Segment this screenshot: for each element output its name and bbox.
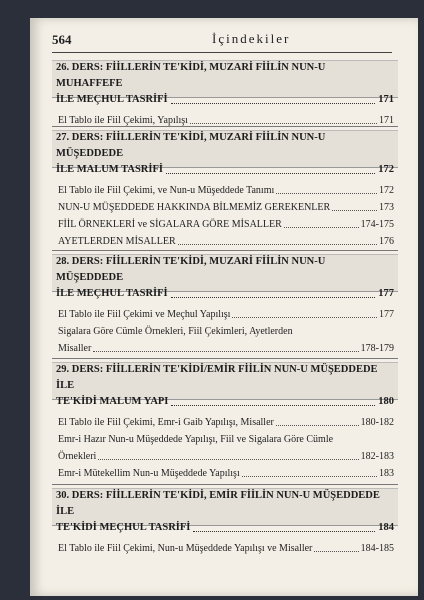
section-title[interactable] xyxy=(56,130,394,178)
section-title[interactable] xyxy=(56,254,394,302)
entry-text: Örnekleri xyxy=(58,451,97,462)
section-page: 172 xyxy=(378,164,394,175)
entry-text: Sigalara Göre Cümle Örnekleri, Fiil Çekimleri, Ayetlerden xyxy=(58,326,293,337)
entry-text: Emr-i Hazır Nun-u Müşeddede Yapılışı, Fiil ve Sigalara Göre Cümle xyxy=(58,434,334,445)
leader-dots xyxy=(314,551,358,552)
entry-page: 173 xyxy=(379,202,394,213)
section-title-line2: İLE MEÇHUL TASRİFİ xyxy=(56,94,168,105)
entry-text: El Tablo ile Fiil Çekimi ve Meçhul Yapılışı xyxy=(58,309,231,320)
toc-section-26 xyxy=(52,60,398,129)
toc-entry-continued[interactable] xyxy=(58,340,394,357)
leader-dots xyxy=(190,123,377,124)
page-number: 564 xyxy=(52,32,72,47)
toc-entry[interactable] xyxy=(58,540,394,557)
toc-entry-continued[interactable] xyxy=(58,448,394,465)
section-title-line1: 28. DERS: FİİLLERİN TE'KİDİ, MUZARİ FİİLİN NUN-U MÜŞEDDEDE xyxy=(56,256,326,283)
section-page: 171 xyxy=(378,94,394,105)
entry-text: Misaller xyxy=(58,343,92,354)
section-title-line2: TE'KİDİ MEÇHUL TASRİFİ xyxy=(56,522,191,533)
entry-page: 176 xyxy=(379,236,394,247)
section-title[interactable] xyxy=(56,362,394,410)
section-title-line1: 26. DERS: FİİLLERİN TE'KİDİ, MUZARİ FİİLİN NUN-U MUHAFFEFE xyxy=(56,62,326,89)
section-page: 177 xyxy=(378,288,394,299)
section-title-line2: İLE MEÇHUL TASRİFİ xyxy=(56,288,168,299)
leader-dots xyxy=(93,351,358,352)
entry-text: FİİL ÖRNEKLERİ ve SİGALARA GÖRE MİSALLER xyxy=(58,219,282,230)
toc-section-27 xyxy=(52,130,398,250)
section-title-line2: TE'KİDİ MALUM YAPI xyxy=(56,396,169,407)
toc-entry[interactable] xyxy=(58,216,394,233)
entry-page: 171 xyxy=(379,115,394,126)
leader-dots xyxy=(171,405,375,406)
entry-page: 178-179 xyxy=(360,343,394,354)
entry-page: 172 xyxy=(379,185,394,196)
page-header xyxy=(52,28,392,53)
entry-page: 184-185 xyxy=(360,543,394,554)
toc-entry[interactable] xyxy=(58,199,394,216)
book-page xyxy=(30,18,418,596)
toc-section-29 xyxy=(52,362,398,482)
section-divider xyxy=(52,484,398,485)
section-title-line2: İLE MALUM TASRİFİ xyxy=(56,164,163,175)
leader-dots xyxy=(276,193,377,194)
toc-section-30 xyxy=(52,488,398,557)
leader-dots xyxy=(242,476,377,477)
toc-entry[interactable] xyxy=(58,182,394,199)
section-title-line1: 29. DERS: FİİLLERİN TE'KİDİ/EMİR FİİLİN NUN-U MÜŞEDDEDE İLE xyxy=(56,364,378,391)
entry-text: Emr-i Mütekellim Nun-u Müşeddede Yapılışı xyxy=(58,468,240,479)
entry-text: El Tablo ile Fiil Çekimi, Nun-u Müşeddede Yapılışı ve Misaller xyxy=(58,543,313,554)
section-divider xyxy=(52,250,398,251)
section-page: 184 xyxy=(378,522,394,533)
toc-entry[interactable] xyxy=(58,465,394,482)
entry-page: 183 xyxy=(379,468,394,479)
toc-entry[interactable] xyxy=(58,323,394,340)
toc-entry[interactable] xyxy=(58,306,394,323)
entry-page: 182-183 xyxy=(360,451,394,462)
entry-page: 180-182 xyxy=(360,417,394,428)
running-title: İçindekiler xyxy=(212,31,291,46)
toc-entry[interactable] xyxy=(58,414,394,431)
section-title-line1: 30. DERS: FİİLLERİN TE'KİDİ, EMİR FİİLİN NUN-U MÜŞEDDEDE İLE xyxy=(56,490,380,517)
leader-dots xyxy=(178,244,377,245)
section-page: 180 xyxy=(378,396,394,407)
leader-dots xyxy=(332,210,377,211)
leader-dots xyxy=(98,459,358,460)
entry-text: NUN-U MÜŞEDDEDE HAKKINDA BİLMEMİZ GEREKENLER xyxy=(58,202,331,213)
entry-text: AYETLERDEN MİSALLER xyxy=(58,236,176,247)
entry-page: 177 xyxy=(379,309,394,320)
leader-dots xyxy=(193,531,375,532)
leader-dots xyxy=(171,297,376,298)
leader-dots xyxy=(171,103,376,104)
section-title[interactable] xyxy=(56,488,394,536)
leader-dots xyxy=(276,425,359,426)
entry-text: El Tablo ile Fiil Çekimi, Emr-i Gaib Yapılışı, Misaller xyxy=(58,417,274,428)
entry-text: El Tablo ile Fiil Çekimi, Yapılışı xyxy=(58,115,188,126)
toc-section-28 xyxy=(52,254,398,357)
entry-text: El Tablo ile Fiil Çekimi, ve Nun-u Müşeddede Tanımı xyxy=(58,185,275,196)
section-divider xyxy=(52,126,398,127)
section-title[interactable] xyxy=(56,60,394,108)
toc-entry[interactable] xyxy=(58,431,394,448)
leader-dots xyxy=(232,317,377,318)
entry-page: 174-175 xyxy=(360,219,394,230)
leader-dots xyxy=(284,227,359,228)
section-title-line1: 27. DERS: FİİLLERİN TE'KİDİ, MUZARİ FİİLİN NUN-U MÜŞEDDEDE xyxy=(56,132,326,159)
leader-dots xyxy=(166,173,375,174)
section-divider xyxy=(52,358,398,359)
toc-entry[interactable] xyxy=(58,233,394,250)
